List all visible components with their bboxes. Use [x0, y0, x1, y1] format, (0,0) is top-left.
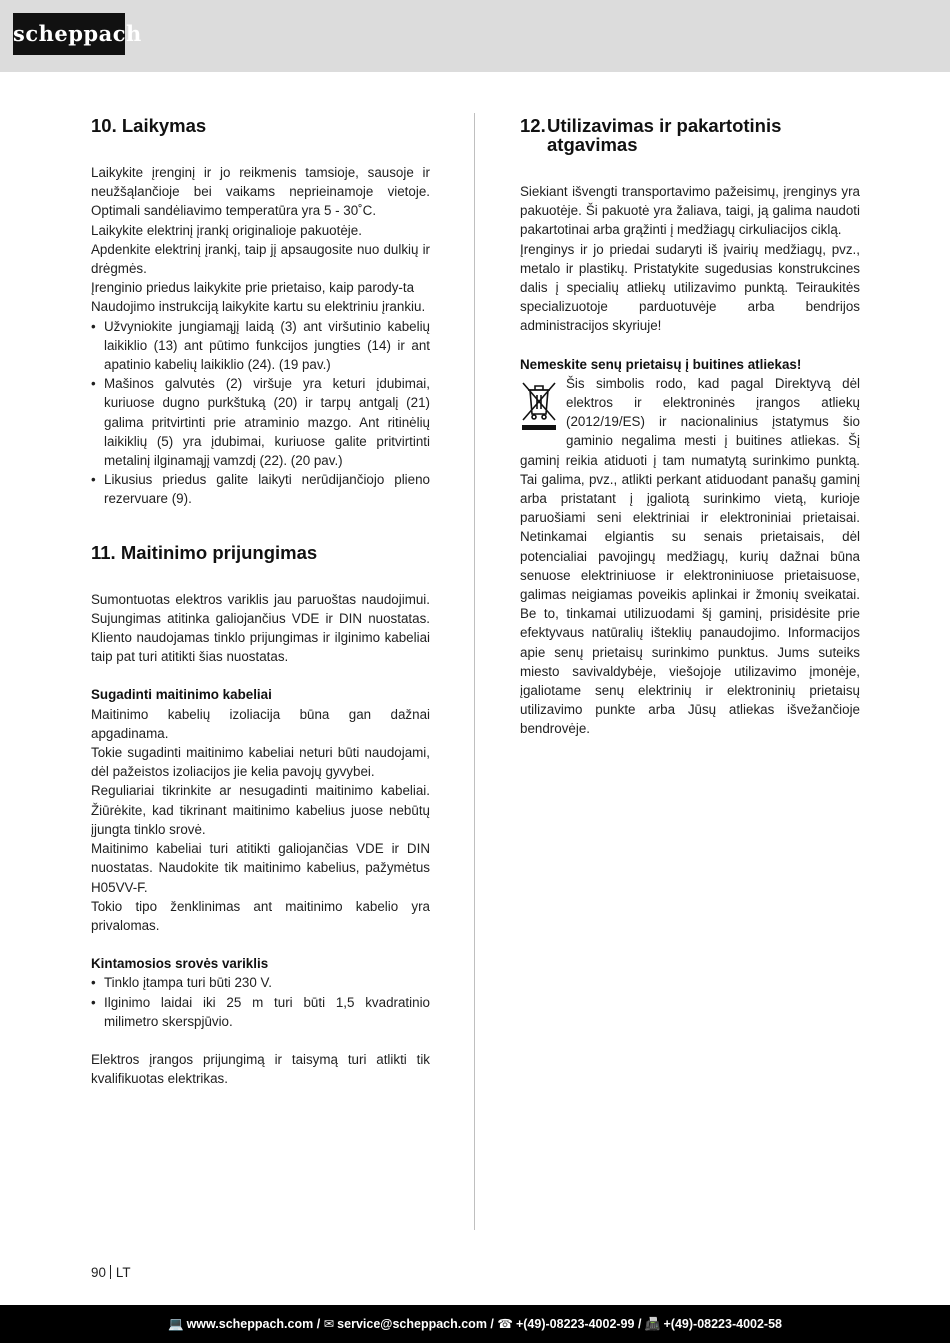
- footer-web[interactable]: www.scheppach.com: [186, 1317, 314, 1331]
- column-divider: [474, 113, 475, 1230]
- list-item: • Ilginimo laidai iki 25 m turi būti 1,5 kvadratinio milimetro skerspjūvio.: [91, 993, 430, 1031]
- s12-weee-text: Šis simbolis rodo, kad pagal Direktyvą dėl elektros ir elektroninės įrangos atliekų (2012/19/ES) ir nacionalinius įstatymus šio gaminio negalima mesti į buitines atliekas. Šį gaminį reikia atiduoti į tam numatytą surinkimo punktą. Tai galima, pvz., atlikti perkant atiduodant panašų gaminį arba pristatant į įgaliotą surinkimo vietą, kurioje paruošiami seni elektriniai ir elektroniniai prietaisai. Netinkamai elgiantis su senais prietaisais, dėl potencialiai pavojingų medžiagų, kurių dažnai būna senuose elektriniuose ir elektroniniuose prietaisuose, galimas neigiamas poveikis aplinkai ir žmonių sveikatai. Be to, tinkamai utilizuodami šį gaminį, prisidėsite prie efektyvaus natūralių išteklių panaudojimo. Informacijos apie senų prietaisų surinkimo punktus. Jums suteiks miesto savivaldybėje, viešojoje utilizavimo įmonėje, įgaliotame senų elektrinių ir elektroninių prietaisų utilizavimo punkte arba Jūsų atliekas išvežančioje bendrovėje.: [520, 375, 860, 737]
- page-number-block: [91, 1265, 131, 1280]
- section-11-title: Maitinimo prijungimas: [120, 541, 318, 563]
- s11-damaged-para-1: Maitinimo kabelių izoliacija būna gan dažnai apgadinama.: [91, 706, 430, 741]
- footer-separator: /: [637, 1317, 642, 1331]
- page-language: LT: [115, 1265, 131, 1280]
- s11-damaged-title: Sugadinti maitinimo kabeliai: [91, 687, 272, 703]
- weee-block: [520, 374, 860, 739]
- s12-weee-title: Nemeskite senų prietaisų į buitines atliekas!: [520, 356, 802, 372]
- section-10-title: Laikymas: [121, 115, 207, 136]
- footer-phone: +(49)-08223-4002-99: [515, 1317, 635, 1331]
- scheppach-logo: scheppach: [13, 13, 125, 55]
- s10-para-3: Apdenkite elektrinį įrankį, taip jį apsaugosite nuo dulkių ir drėgmės.: [91, 241, 430, 277]
- s11-damaged-para-5: Tokio tipo ženklinimas ant maitinimo kabelio yra privalomas.: [91, 898, 430, 933]
- header-band: [0, 0, 950, 72]
- s10-para-4: Įrenginio priedus laikykite prie prietaiso, kaip parody-ta: [91, 280, 415, 296]
- left-column: [91, 116, 430, 1088]
- footer-separator: /: [490, 1317, 494, 1331]
- computer-icon: 💻: [168, 1317, 184, 1331]
- footer-bar: [0, 1305, 950, 1343]
- mail-icon: ✉: [323, 1317, 335, 1331]
- crossed-out-bin-icon: [520, 380, 558, 432]
- s11-ac-title: Kintamosios srovės variklis: [91, 956, 269, 972]
- list-item: • Mašinos galvutės (2) viršuje yra keturi įdubimai, kuriuose dugno purkštuką (20) ir tarpų antgalį (21) galima pritvirtinti prie atraminio mazgo. Ant ritinėlių laikiklių (5) yra įdubimai, kuriuose galite pritvirtinti metalinį ilginamąjį vamzdį (22). (20 pav.): [91, 374, 430, 470]
- s10-para-5: Naudojimo instrukciją laikykite kartu su elektriniu įrankiu.: [91, 299, 426, 315]
- s10-para-1: Laikykite įrenginį ir jo reikmenis tamsioje, sausoje ir neužšąlančioje bei vaikams neprieinamoje vietoje. Optimali sandėliavimo temperatūra yra 5 - 30˚C.: [91, 165, 430, 219]
- section-12-title: Utilizavimas ir pakartotinis atgavimas: [547, 115, 782, 155]
- list-item: • Tinklo įtampa turi būti 230 V.: [91, 973, 430, 992]
- section-10-heading: [91, 116, 430, 135]
- s11-closing: Elektros įrangos prijungimą ir taisymą turi atlikti tik kvalifikuotas elektrikas.: [91, 1051, 430, 1087]
- s12-para-1: Siekiant išvengti transportavimo pažeisimų, įrenginys yra pakuotėje. Ši pakuotė yra žaliava, taigi, ją galima naudoti pakartotinai arba grąžinti į medžiagų cirkuliacijos ciklą.: [520, 184, 860, 238]
- s12-para-2: Įrenginys ir jo priedai sudaryti iš įvairių medžiagų, pvz., metalo ir plastikų. Pristatykite sugedusias konstrukcines dalis į specialių atliekų utilizavimo punktą. Teiraukitės specializuotoje parduotuvėje arba bendrijos administracijos skyriuje!: [520, 241, 860, 334]
- section-11-number: 11.: [91, 541, 116, 563]
- section-11-heading: [91, 543, 430, 562]
- footer-separator: /: [316, 1317, 321, 1331]
- s11-ac-bullet-list: [91, 973, 430, 1031]
- right-column: [520, 116, 860, 739]
- section-12-heading: [520, 116, 860, 154]
- s10-bullet-list: [91, 317, 430, 509]
- fax-icon: 📠: [644, 1317, 661, 1331]
- s10-para-2: Laikykite elektrinį įrankį originalioje pakuotėje.: [91, 222, 362, 238]
- s11-damaged-para-3: Reguliariai tikrinkite ar nesugadinti maitinimo kabeliai. Žiūrėkite, kad tikrinant maitinimo kabelius juose nebūtų įjungta tinklo srovė.: [91, 783, 430, 837]
- list-item: • Užvyniokite jungiamąjį laidą (3) ant viršutinio kabelių laikiklio (13) ant pūtimo funkcijos jungties (14) ir ant apatinio kabelių laikiklio (24). (19 pav.): [91, 317, 430, 375]
- section-12-number: 12.: [520, 115, 546, 136]
- footer-email[interactable]: service@scheppach.com: [337, 1317, 487, 1331]
- s11-damaged-para-4: Maitinimo kabeliai turi atitikti galiojančias VDE ir DIN nuostatas. Naudokite tik maitinimo kabelius, pažymėtus H05VV-F.: [91, 841, 430, 895]
- s11-intro: Sumontuotas elektros variklis jau paruoštas naudojimui. Sujungimas atitinka galiojančius VDE ir DIN nuostatas. Kliento naudojamas tinklo prijungimas ir ilginimo kabeliai taip pat turi atitikti šias nuostatas.: [91, 591, 430, 665]
- page-number: 90: [91, 1265, 106, 1280]
- phone-icon: ☎: [497, 1317, 513, 1331]
- section-10-number: 10.: [91, 115, 117, 136]
- footer-fax: +(49)-08223-4002-58: [663, 1317, 782, 1331]
- list-item: • Likusius priedus galite laikyti nerūdijančiojo plieno rezervuare (9).: [91, 470, 430, 508]
- s11-damaged-para-2: Tokie sugadinti maitinimo kabeliai neturi būti naudojami, dėl pažeistos izoliacijos jie kelia pavojų gyvybei.: [91, 745, 430, 780]
- page-divider: [110, 1265, 111, 1279]
